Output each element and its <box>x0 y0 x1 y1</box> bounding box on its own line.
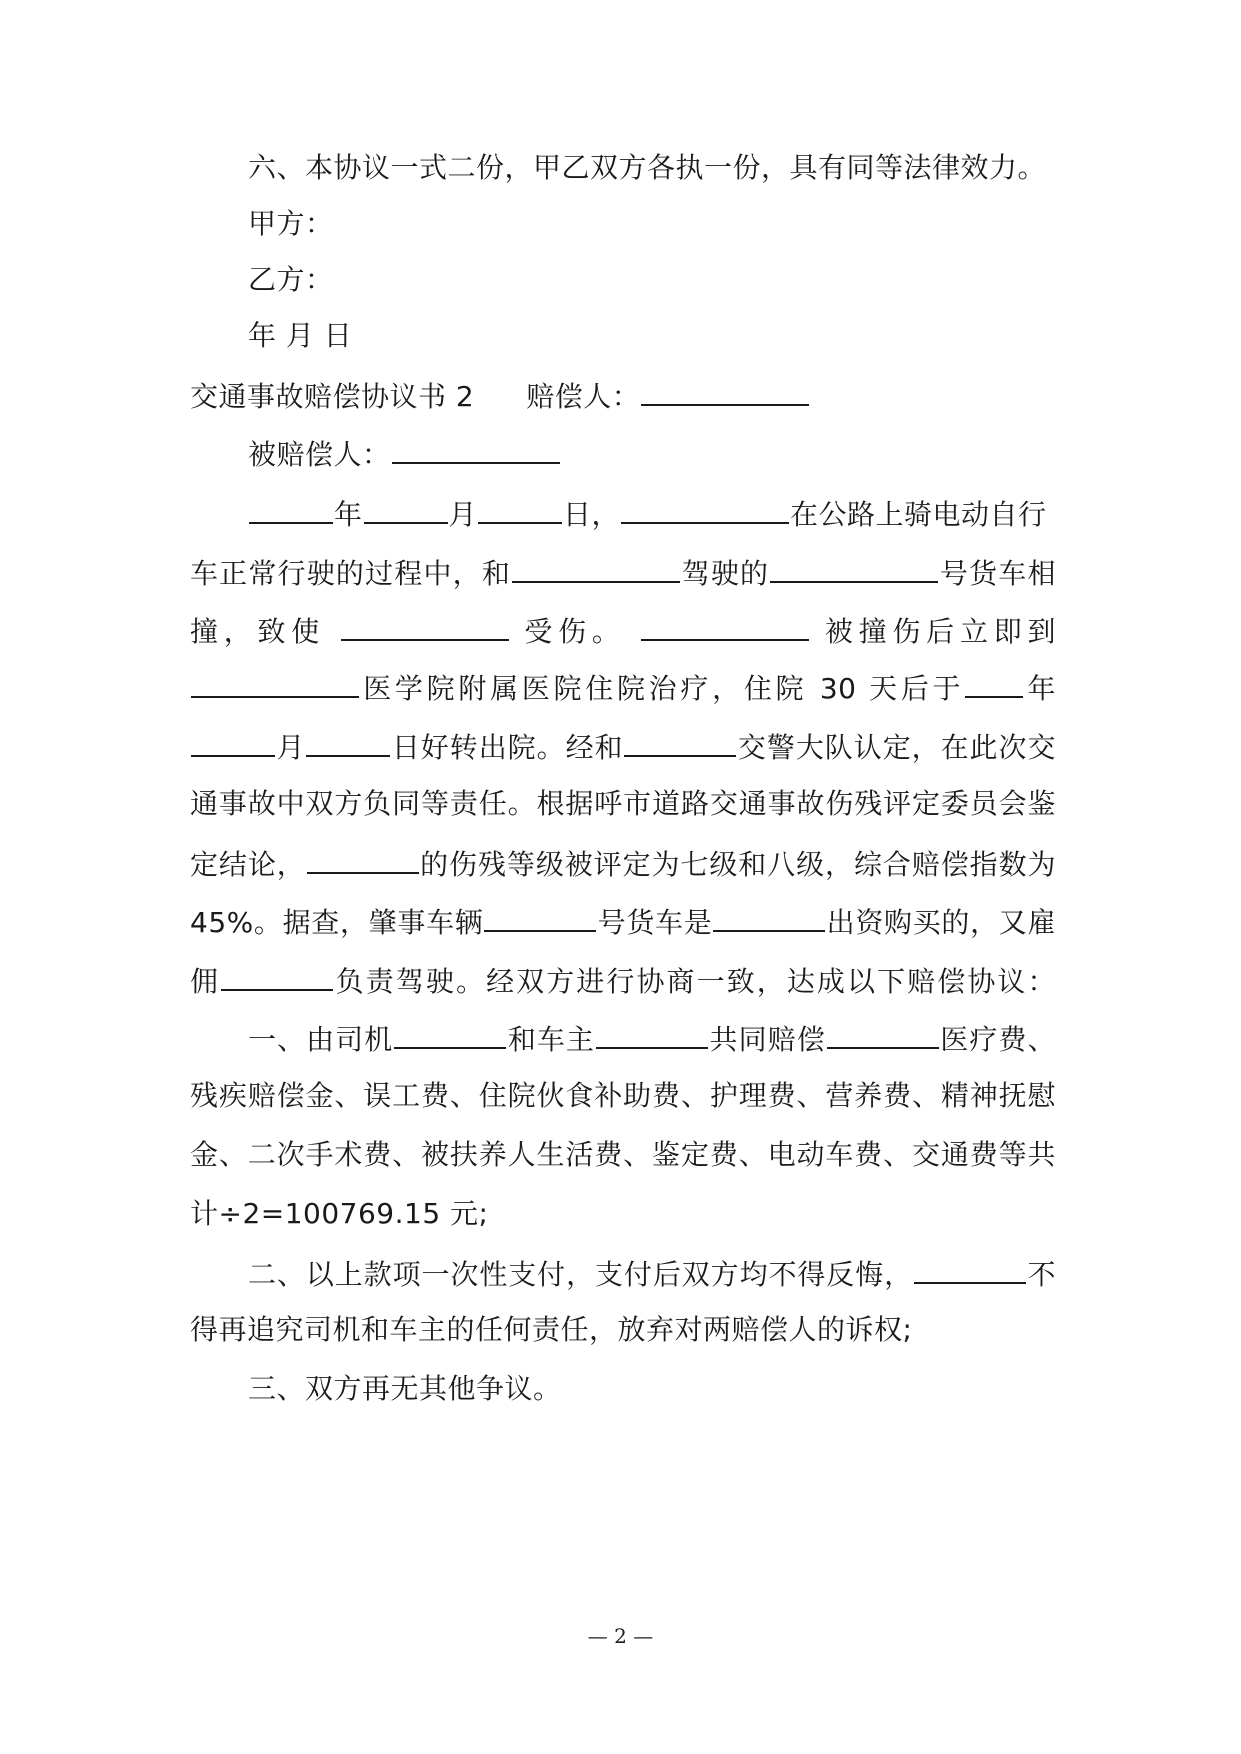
clause-two-line <box>248 1252 1056 1295</box>
body-text: 一、由司机 <box>248 1023 394 1056</box>
year-text: 年 <box>334 498 363 531</box>
body-text: 二、以上款项一次性支付，支付后双方均不得反悔， <box>248 1258 914 1291</box>
month-text: 月 <box>448 498 478 531</box>
party-b-label: 乙方： <box>248 263 334 296</box>
clause-three: 三、双方再无其他争议。 <box>248 1372 562 1405</box>
body-line-1 <box>248 492 1056 535</box>
body-line-8 <box>190 900 1056 943</box>
body-text: 医疗费、 <box>939 1023 1056 1056</box>
month-blank <box>364 492 448 524</box>
payee-line <box>248 432 1114 475</box>
payer-label: 赔偿人： <box>526 380 641 413</box>
disabled-person-blank <box>307 842 419 874</box>
body-line-7 <box>190 842 1056 885</box>
body-text: 撞，致使 <box>190 615 326 648</box>
body-line-3 <box>190 609 1056 652</box>
body-text: 共同赔偿 <box>708 1023 826 1056</box>
body-text: 负责驾驶。经双方进行协商一致，达成以下赔偿协议： <box>334 965 1056 998</box>
body-text: 号货车相 <box>939 557 1056 590</box>
payee-label: 被赔偿人： <box>248 438 391 471</box>
body-line-11: 残疾赔偿金、误工费、住院伙食补助费、护理费、营养费、精神抚慰 <box>190 1079 1056 1112</box>
body-line-6: 通事故中双方负同等责任。根据呼市道路交通事故伤残评定委员会鉴 <box>190 787 1056 820</box>
day-blank <box>478 492 562 524</box>
day-blank-2 <box>306 725 390 757</box>
body-line-15: 得再追究司机和车主的任何责任，放弃对两赔偿人的诉权; <box>190 1313 913 1346</box>
day-text: 日， <box>563 498 621 531</box>
page-number: — 2 — <box>587 1624 654 1648</box>
body-text: 45%。据查，肇事车辆 <box>190 906 484 939</box>
body-line-12: 金、二次手术费、被扶养人生活费、鉴定费、电动车费、交通费等共 <box>190 1138 1056 1171</box>
party-a-label: 甲方： <box>248 207 334 240</box>
plate-blank <box>770 551 938 583</box>
body-line-9 <box>190 959 1056 1002</box>
body-line-13: 计÷2=100769.15 元; <box>190 1197 489 1230</box>
payee-blank <box>392 432 560 464</box>
hired-driver-blank <box>221 959 333 991</box>
body-text: 不 <box>1027 1258 1056 1291</box>
body-text: 定结论， <box>190 848 306 881</box>
police-blank <box>624 725 736 757</box>
year-blank-2 <box>965 666 1023 698</box>
body-line-2 <box>190 551 1056 594</box>
body-text: 交警大队认定，在此次交 <box>737 731 1056 764</box>
agreement-title: 交通事故赔偿协议书 2 <box>190 380 475 413</box>
injured-blank <box>341 609 509 641</box>
clause-six: 六、本协议一式二份，甲乙双方各执一份，具有同等法律效力。 <box>248 151 1047 184</box>
body-line-5 <box>190 725 1056 768</box>
body-line-4 <box>190 666 1056 709</box>
waiver-blank <box>914 1252 1026 1284</box>
payer-blank <box>641 374 809 406</box>
body-text: 号货车是 <box>597 906 713 939</box>
driver-blank <box>512 551 680 583</box>
victim-blank <box>621 492 789 524</box>
agreement-title-line <box>190 374 1056 417</box>
owner-blank <box>713 900 825 932</box>
date-line: 年 月 日 <box>248 319 353 352</box>
body-text: 被撞伤后立即到 <box>824 615 1056 648</box>
body-text: 医学院附属医院住院治疗，住院 30 天后于 <box>360 672 965 705</box>
body-text: 日好转出院。经和 <box>391 731 624 764</box>
clause-one-line <box>248 1017 1056 1060</box>
body-text: 的伤残等级被评定为七级和八级，综合赔偿指数为 <box>419 848 1056 881</box>
injured-blank-2 <box>641 609 809 641</box>
body-text: 受伤。 <box>524 615 626 648</box>
body-text: 车正常行驶的过程中，和 <box>190 557 512 590</box>
body-text: 和车主 <box>507 1023 595 1056</box>
vehicle-blank <box>484 900 596 932</box>
month-blank-2 <box>191 725 275 757</box>
body-text: 驾驶的 <box>681 557 770 590</box>
victim-blank-2 <box>827 1017 939 1049</box>
year-blank <box>249 492 333 524</box>
body-text: 年 <box>1024 672 1056 705</box>
body-text: 出资购买的，又雇 <box>826 906 1056 939</box>
body-text: 月 <box>276 731 306 764</box>
owner-blank-2 <box>596 1017 708 1049</box>
body-text: 佣 <box>190 965 221 998</box>
hospital-blank <box>191 666 359 698</box>
body-text: 在公路上骑电动自行 <box>790 498 1047 531</box>
driver-blank-2 <box>394 1017 506 1049</box>
